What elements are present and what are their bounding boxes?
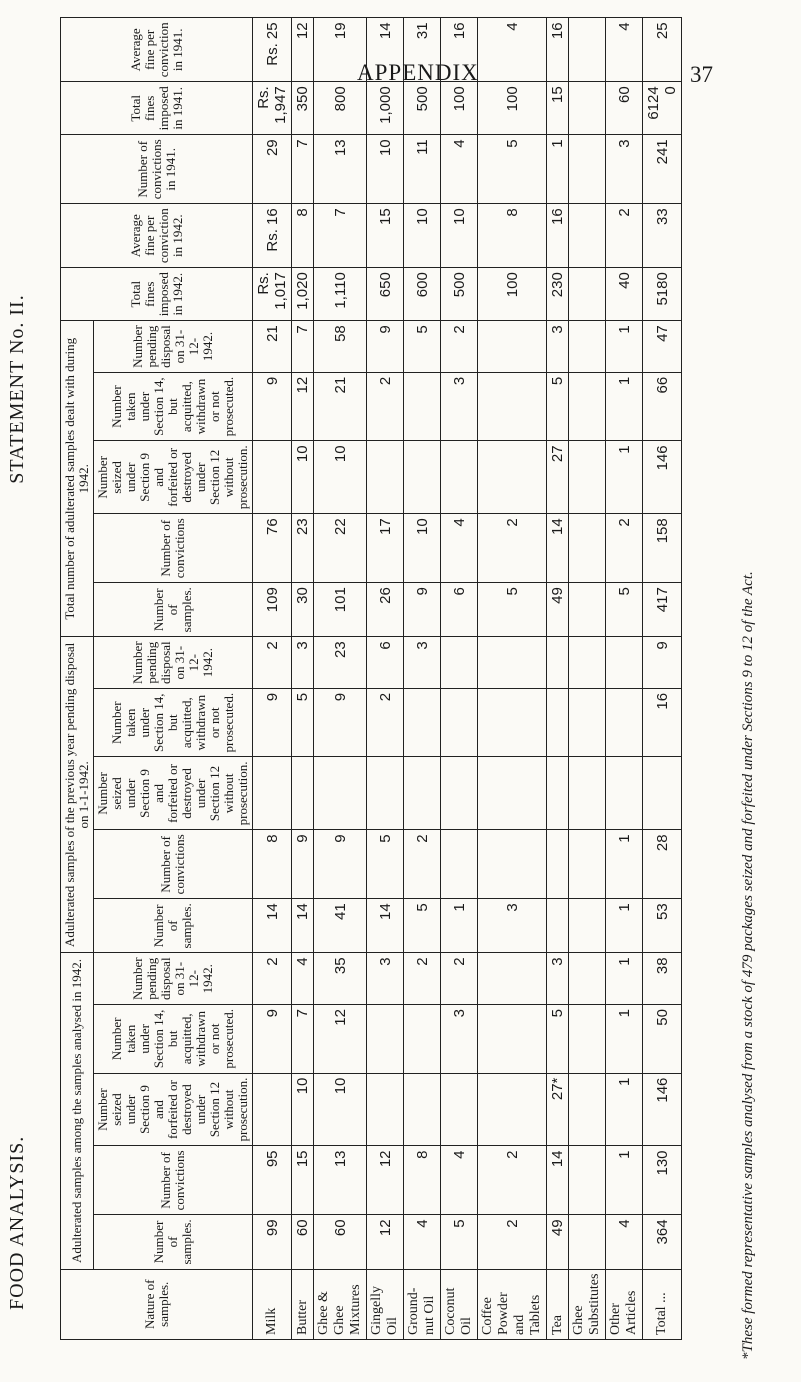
cell-c-2 — [404, 441, 441, 514]
cell-c-4: 58 — [314, 321, 367, 373]
cell-a-1: 1 — [606, 1146, 643, 1215]
cell-a-3 — [478, 1005, 547, 1074]
cell-avg1941: 19 — [314, 18, 367, 82]
cell-a-3: 50 — [643, 1005, 682, 1074]
group-c-header: Total number of adulterated samples dealt with during 1942. — [61, 321, 94, 637]
side-text — [6, 294, 29, 1310]
avg-1942-header: Average fine per conviction in 1942. — [61, 204, 253, 268]
row-name: Ghee & Ghee Mixtures — [314, 1269, 367, 1339]
cell-b-2 — [569, 757, 606, 830]
cell-c-0: 417 — [643, 583, 682, 637]
subheader-samples: Number of samples. — [94, 1215, 253, 1269]
food-analysis-label: FOOD ANALYSIS. — [6, 1135, 28, 1310]
group-a-header: Adulterated samples among the samples analysed in 1942. — [61, 953, 94, 1269]
cell-a-3: 3 — [441, 1005, 478, 1074]
header-row-groups — [61, 18, 94, 1340]
cell-c-3: 66 — [643, 372, 682, 441]
cell-convictions1941: 11 — [404, 135, 441, 204]
cell-a-0: 4 — [606, 1215, 643, 1269]
cell-a-0: 4 — [404, 1215, 441, 1269]
subheader-pending: Number pending disposal on 31-12-1942. — [94, 953, 253, 1005]
cell-b-0: 14 — [253, 899, 292, 953]
cell-a-3 — [404, 1005, 441, 1074]
cell-a-2 — [441, 1073, 478, 1146]
cell-a-3 — [367, 1005, 404, 1074]
cell-a-4: 1 — [606, 953, 643, 1005]
cell-fines1941 — [569, 82, 606, 135]
cell-a-1: 4 — [441, 1146, 478, 1215]
cell-fines1942: 40 — [606, 268, 643, 321]
cell-b-0: 14 — [292, 899, 314, 953]
cell-b-3 — [404, 688, 441, 757]
cell-b-3: 5 — [292, 688, 314, 757]
cell-b-2 — [606, 757, 643, 830]
cell-c-4: 2 — [441, 321, 478, 373]
cell-a-3 — [569, 1005, 606, 1074]
cell-a-4: 2 — [441, 953, 478, 1005]
cell-b-2 — [643, 757, 682, 830]
cell-b-0: 1 — [441, 899, 478, 953]
cell-a-1: 14 — [547, 1146, 569, 1215]
cell-avg1942: 8 — [292, 204, 314, 268]
cell-a-4 — [569, 953, 606, 1005]
cell-c-0: 5 — [606, 583, 643, 637]
table-row — [367, 18, 404, 1340]
cell-c-1: 17 — [367, 514, 404, 583]
cell-c-1: 10 — [404, 514, 441, 583]
cell-b-1 — [569, 830, 606, 899]
cell-a-1: 2 — [478, 1146, 547, 1215]
cell-avg1942: 10 — [404, 204, 441, 268]
cell-c-4: 3 — [547, 321, 569, 373]
cell-b-4: 23 — [314, 637, 367, 689]
cell-a-4: 2 — [404, 953, 441, 1005]
cell-c-2 — [478, 441, 547, 514]
cell-convictions1941: 29 — [253, 135, 292, 204]
cell-fines1941: 800 — [314, 82, 367, 135]
cell-a-4: 35 — [314, 953, 367, 1005]
cell-b-3 — [441, 688, 478, 757]
cell-avg1941: 16 — [547, 18, 569, 82]
cell-avg1942: 10 — [441, 204, 478, 268]
total-row — [643, 18, 682, 1340]
cell-a-1: 13 — [314, 1146, 367, 1215]
cell-avg1941: 31 — [404, 18, 441, 82]
cell-convictions1941: 5 — [478, 135, 547, 204]
table-row — [441, 18, 478, 1340]
cell-a-0: 12 — [367, 1215, 404, 1269]
page-number: 37 — [690, 62, 713, 87]
row-name: Tea — [547, 1269, 569, 1339]
cell-fines1942 — [569, 268, 606, 321]
cell-c-2: 10 — [314, 441, 367, 514]
row-name: Ground-nut Oil — [404, 1269, 441, 1339]
cell-b-4 — [569, 637, 606, 689]
cell-c-2 — [569, 441, 606, 514]
cell-b-1 — [547, 830, 569, 899]
cell-c-1: 4 — [441, 514, 478, 583]
cell-c-3 — [569, 372, 606, 441]
fines-1942-header: Total fines imposed in 1942. — [61, 268, 253, 321]
cell-a-4: 3 — [367, 953, 404, 1005]
cell-avg1942 — [569, 204, 606, 268]
cell-c-0: 9 — [404, 583, 441, 637]
cell-c-3: 21 — [314, 372, 367, 441]
cell-b-0: 53 — [643, 899, 682, 953]
cell-c-4: 21 — [253, 321, 292, 373]
cell-c-0: 26 — [367, 583, 404, 637]
cell-a-3: 9 — [253, 1005, 292, 1074]
cell-b-2 — [404, 757, 441, 830]
cell-b-1: 1 — [606, 830, 643, 899]
cell-convictions1941: 3 — [606, 135, 643, 204]
convictions-1941-header: Number of convictions in 1941. — [61, 135, 253, 204]
cell-avg1942: 33 — [643, 204, 682, 268]
cell-a-0: 60 — [314, 1215, 367, 1269]
cell-a-2: 10 — [314, 1073, 367, 1146]
cell-fines1942: 1,110 — [314, 268, 367, 321]
cell-fines1941: 500 — [404, 82, 441, 135]
subheader-sec9: Number seized under Section 9 and forfeited or destroyed under Section 12 without prosecution. — [94, 1073, 253, 1146]
cell-b-2 — [478, 757, 547, 830]
cell-b-1: 28 — [643, 830, 682, 899]
cell-c-1: 23 — [292, 514, 314, 583]
subheader-pending: Number pending disposal on 31-12-1942. — [94, 321, 253, 373]
cell-b-2 — [367, 757, 404, 830]
cell-a-0: 49 — [547, 1215, 569, 1269]
cell-b-3 — [606, 688, 643, 757]
row-name: Butter — [292, 1269, 314, 1339]
cell-avg1941: 4 — [478, 18, 547, 82]
cell-b-4: 3 — [404, 637, 441, 689]
cell-c-3: 2 — [367, 372, 404, 441]
cell-fines1941: 6124 0 — [643, 82, 682, 135]
cell-c-4: 7 — [292, 321, 314, 373]
cell-b-4: 9 — [643, 637, 682, 689]
nature-header: Nature of samples. — [61, 1269, 253, 1339]
cell-b-4 — [606, 637, 643, 689]
cell-avg1942: 2 — [606, 204, 643, 268]
row-name: Coconut Oil — [441, 1269, 478, 1339]
cell-c-0: 101 — [314, 583, 367, 637]
cell-convictions1941 — [569, 135, 606, 204]
cell-a-2 — [367, 1073, 404, 1146]
cell-a-2: 146 — [643, 1073, 682, 1146]
cell-a-1: 15 — [292, 1146, 314, 1215]
cell-avg1941: 25 — [643, 18, 682, 82]
cell-c-0: 49 — [547, 583, 569, 637]
cell-b-0: 14 — [367, 899, 404, 953]
cell-a-2 — [404, 1073, 441, 1146]
cell-b-1: 9 — [292, 830, 314, 899]
cell-a-1 — [569, 1146, 606, 1215]
table-row — [314, 18, 367, 1340]
cell-b-3 — [547, 688, 569, 757]
row-name: Other Articles — [606, 1269, 643, 1339]
cell-b-1: 2 — [404, 830, 441, 899]
cell-convictions1941: 10 — [367, 135, 404, 204]
cell-a-4: 4 — [292, 953, 314, 1005]
cell-b-4: 2 — [253, 637, 292, 689]
cell-c-1: 76 — [253, 514, 292, 583]
cell-c-2 — [367, 441, 404, 514]
cell-c-1: 2 — [606, 514, 643, 583]
cell-convictions1941: 241 — [643, 135, 682, 204]
cell-fines1942: 500 — [441, 268, 478, 321]
cell-b-3: 9 — [253, 688, 292, 757]
subheader-sec14: Number taken under Section 14, but acquitted, withdrawn or not prosecuted. — [94, 688, 253, 757]
cell-c-3: 12 — [292, 372, 314, 441]
cell-fines1942: 1,020 — [292, 268, 314, 321]
cell-c-3: 9 — [253, 372, 292, 441]
cell-fines1942: 230 — [547, 268, 569, 321]
cell-b-1: 8 — [253, 830, 292, 899]
cell-c-1: 158 — [643, 514, 682, 583]
subheader-convictions: Number of convictions — [94, 830, 253, 899]
cell-c-2: 146 — [643, 441, 682, 514]
cell-avg1941: 4 — [606, 18, 643, 82]
cell-a-3: 12 — [314, 1005, 367, 1074]
cell-fines1941: 350 — [292, 82, 314, 135]
cell-a-4: 38 — [643, 953, 682, 1005]
cell-b-2 — [547, 757, 569, 830]
cell-a-1: 95 — [253, 1146, 292, 1215]
cell-b-0 — [569, 899, 606, 953]
cell-b-2 — [292, 757, 314, 830]
cell-fines1941: 100 — [478, 82, 547, 135]
cell-c-2: 1 — [606, 441, 643, 514]
cell-a-0: 99 — [253, 1215, 292, 1269]
cell-c-4: 5 — [404, 321, 441, 373]
row-name: Gingelly Oil — [367, 1269, 404, 1339]
cell-avg1942: 15 — [367, 204, 404, 268]
cell-convictions1941: 4 — [441, 135, 478, 204]
cell-a-1: 130 — [643, 1146, 682, 1215]
cell-a-4 — [478, 953, 547, 1005]
cell-c-2 — [253, 441, 292, 514]
cell-b-3 — [478, 688, 547, 757]
cell-a-4: 3 — [547, 953, 569, 1005]
table-row — [478, 18, 547, 1340]
subheader-convictions: Number of convictions — [94, 1146, 253, 1215]
cell-c-0: 6 — [441, 583, 478, 637]
subheader-samples: Number of samples. — [94, 899, 253, 953]
row-name: Coffee Powder and Tablets — [478, 1269, 547, 1339]
statement-label: STATEMENT No. II. — [6, 294, 28, 484]
cell-fines1941: 100 — [441, 82, 478, 135]
cell-avg1941: 12 — [292, 18, 314, 82]
cell-b-3 — [569, 688, 606, 757]
cell-a-1: 8 — [404, 1146, 441, 1215]
cell-a-0 — [569, 1215, 606, 1269]
cell-c-1: 14 — [547, 514, 569, 583]
table-row — [606, 18, 643, 1340]
table-row — [547, 18, 569, 1340]
cell-fines1942: 650 — [367, 268, 404, 321]
appendix-title: APPENDIX — [357, 60, 479, 85]
cell-b-2 — [253, 757, 292, 830]
fines-1941-header: Total fines imposed in 1941. — [61, 82, 253, 135]
cell-c-3: 5 — [547, 372, 569, 441]
cell-b-4: 3 — [292, 637, 314, 689]
cell-avg1941: 14 — [367, 18, 404, 82]
cell-c-1: 2 — [478, 514, 547, 583]
table-row — [253, 18, 292, 1340]
cell-a-2 — [253, 1073, 292, 1146]
cell-a-0: 364 — [643, 1215, 682, 1269]
table-row — [569, 18, 606, 1340]
cell-a-1: 12 — [367, 1146, 404, 1215]
table-row — [292, 18, 314, 1340]
cell-fines1942: 600 — [404, 268, 441, 321]
cell-a-0: 5 — [441, 1215, 478, 1269]
subheader-sec14: Number taken under Section 14, but acquitted, withdrawn or not prosecuted. — [94, 1005, 253, 1074]
cell-b-1: 9 — [314, 830, 367, 899]
cell-b-0: 41 — [314, 899, 367, 953]
cell-b-0: 1 — [606, 899, 643, 953]
cell-fines1941: 60 — [606, 82, 643, 135]
subheader-sec9: Number seized under Section 9 and forfeited or destroyed under Section 12 without prosecution. — [94, 757, 253, 830]
table-row — [404, 18, 441, 1340]
footnote: *These formed representative samples analysed from a stock of 479 packages seized and forfeited under Sections 9 to 12 of the Act. — [740, 571, 756, 1360]
cell-convictions1941: 7 — [292, 135, 314, 204]
cell-a-3: 1 — [606, 1005, 643, 1074]
cell-b-2 — [314, 757, 367, 830]
cell-fines1941: 15 — [547, 82, 569, 135]
cell-b-1 — [478, 830, 547, 899]
cell-c-2: 27 — [547, 441, 569, 514]
subheader-sec9: Number seized under Section 9 and forfeited or destroyed under Section 12 without prosecution. — [94, 441, 253, 514]
cell-b-1 — [441, 830, 478, 899]
cell-c-2 — [441, 441, 478, 514]
cell-c-4 — [478, 321, 547, 373]
cell-c-3 — [404, 372, 441, 441]
row-name: Total ... — [643, 1269, 682, 1339]
cell-c-0: 109 — [253, 583, 292, 637]
cell-a-3: 7 — [292, 1005, 314, 1074]
cell-avg1941: Rs. 25 — [253, 18, 292, 82]
side-title — [6, 190, 38, 1310]
cell-a-0: 2 — [478, 1215, 547, 1269]
cell-a-3: 5 — [547, 1005, 569, 1074]
cell-b-2 — [441, 757, 478, 830]
cell-b-0 — [547, 899, 569, 953]
cell-fines1941: 1,000 — [367, 82, 404, 135]
cell-c-3: 3 — [441, 372, 478, 441]
cell-c-4: 47 — [643, 321, 682, 373]
cell-avg1942: 7 — [314, 204, 367, 268]
cell-c-2: 10 — [292, 441, 314, 514]
cell-b-3: 16 — [643, 688, 682, 757]
cell-fines1942: Rs. 1,017 — [253, 268, 292, 321]
cell-fines1942: 5180 — [643, 268, 682, 321]
cell-b-4: 6 — [367, 637, 404, 689]
cell-c-0: 30 — [292, 583, 314, 637]
cell-a-4: 2 — [253, 953, 292, 1005]
cell-convictions1941: 13 — [314, 135, 367, 204]
cell-c-1 — [569, 514, 606, 583]
cell-b-3: 2 — [367, 688, 404, 757]
cell-convictions1941: 1 — [547, 135, 569, 204]
cell-a-0: 60 — [292, 1215, 314, 1269]
cell-fines1941: Rs. 1,947 — [253, 82, 292, 135]
group-b-header: Adulterated samples of the previous year pending disposal on 1-1-1942. — [61, 637, 94, 953]
cell-b-1: 5 — [367, 830, 404, 899]
row-name: Milk — [253, 1269, 292, 1339]
cell-c-4: 1 — [606, 321, 643, 373]
cell-c-0 — [569, 583, 606, 637]
cell-a-2 — [478, 1073, 547, 1146]
cell-b-4 — [478, 637, 547, 689]
cell-avg1942: 16 — [547, 204, 569, 268]
cell-avg1941 — [569, 18, 606, 82]
subheader-pending: Number pending disposal on 31-12-1942. — [94, 637, 253, 689]
cell-fines1942: 100 — [478, 268, 547, 321]
cell-a-2: 1 — [606, 1073, 643, 1146]
subheader-samples: Number of samples. — [94, 583, 253, 637]
cell-b-4 — [547, 637, 569, 689]
cell-c-4 — [569, 321, 606, 373]
table-body — [253, 18, 682, 1340]
statement-table — [60, 17, 682, 1340]
cell-b-0: 5 — [404, 899, 441, 953]
cell-c-1: 22 — [314, 514, 367, 583]
cell-a-2: 27* — [547, 1073, 569, 1146]
cell-c-0: 5 — [478, 583, 547, 637]
cell-avg1942: 8 — [478, 204, 547, 268]
cell-c-3: 1 — [606, 372, 643, 441]
cell-c-4: 9 — [367, 321, 404, 373]
avg-1941-header: Average fine per conviction in 1941. — [61, 18, 253, 82]
cell-c-3 — [478, 372, 547, 441]
cell-avg1942: Rs. 16 — [253, 204, 292, 268]
cell-b-0: 3 — [478, 899, 547, 953]
row-name: Ghee Substitutes — [569, 1269, 606, 1339]
cell-a-2: 10 — [292, 1073, 314, 1146]
cell-b-3: 9 — [314, 688, 367, 757]
cell-a-2 — [569, 1073, 606, 1146]
subheader-convictions: Number of convictions — [94, 514, 253, 583]
subheader-sec14: Number taken under Section 14, but acquitted, withdrawn or not prosecuted. — [94, 372, 253, 441]
cell-avg1941: 16 — [441, 18, 478, 82]
cell-b-4 — [441, 637, 478, 689]
